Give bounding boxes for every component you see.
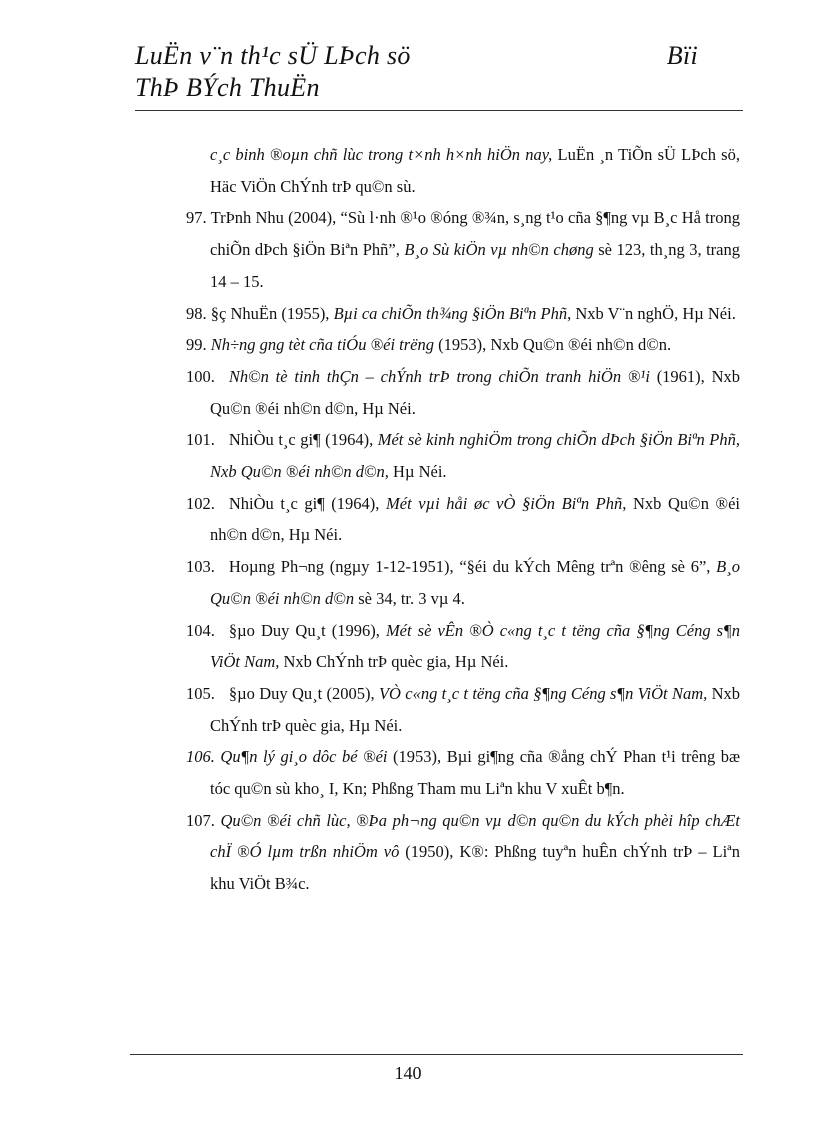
- reference-italic: Mét vµi håi øc vÒ §iÖn Biªn Phñ: [386, 493, 623, 513]
- reference-103: [186, 551, 740, 614]
- reference-number: 99.: [186, 335, 207, 355]
- reference-number: 106.: [186, 747, 215, 767]
- reference-tail: sè 34, tr. 3 vµ 4.: [354, 588, 465, 608]
- reference-text: §µo Duy Qu¸t (1996),: [228, 620, 386, 640]
- reference-number: 100.: [186, 366, 215, 386]
- reference-tail: , Nxb V¨n nghÖ, Hµ Néi.: [567, 303, 736, 323]
- reference-number: 103.: [186, 557, 215, 577]
- reference-number: 102.: [186, 493, 215, 513]
- header-divider: [135, 110, 743, 111]
- reference-italic: Nh©n tè tinh thÇn – chÝnh trÞ trong chiÕn tranh hiÖn ®¹i: [228, 366, 650, 386]
- header-title-left: LuËn v¨n th¹c sÜ LÞch sö: [135, 41, 411, 70]
- reference-italic: B¸o Qu©n ®éi nh©n d©n: [210, 557, 740, 608]
- reference-text: §µo Duy Qu¸t (2005),: [228, 683, 379, 703]
- reference-number: 101.: [186, 430, 215, 450]
- reference-107: [186, 805, 740, 900]
- reference-tail: LuËn ¸n TiÕn sÜ LÞch sö, Häc ViÖn ChÝnh trÞ qu©n sù.: [210, 145, 740, 196]
- reference-number: 98.: [186, 303, 207, 323]
- reference-list: [186, 139, 740, 900]
- reference-tail: (1953), Bµi gi¶ng cña ®ång chÝ Phan t¹i trêng bæ tóc qu©n sù kho¸ I, Kn; Phßng Tham mu Liªn khu V xuÊt b¶n.: [210, 747, 740, 799]
- reference-text: NhiÒu t¸c gi¶ (1964),: [228, 430, 378, 450]
- reference-italic: Nh÷ng gng tèt cña tiÓu ®éi trëng: [210, 335, 434, 355]
- reference-104: [186, 615, 740, 678]
- page-number: 140: [394, 1063, 422, 1083]
- reference-tail: Nxb ChÝnh trÞ quèc gia, Hµ Néi.: [210, 683, 740, 735]
- reference-text: TrÞnh Nhu (2004), “Sù l·nh ®¹o ®óng ®¾n, s¸ng t¹o cña §¶ng vµ B¸c Hå trong chiÕn dÞch §iÖn Biªn Phñ”,: [210, 208, 740, 260]
- reference-text: Hoµng Ph¬ng (ngµy 1-12-1951), “§éi du kÝch Mêng trªn ®êng sè 6”,: [228, 557, 717, 577]
- reference-italic: c¸c binh ®oµn chñ lùc trong t×nh h×nh hiÖn nay,: [210, 145, 553, 164]
- page-header: [135, 40, 743, 104]
- reference-96-continuation: [186, 139, 740, 202]
- reference-tail: (1961), Nxb Qu©n ®éi nh©n d©n, Hµ Néi.: [210, 366, 740, 418]
- reference-97: [186, 202, 740, 297]
- reference-tail: sè 123, th¸ng 3, trang 14 – 15.: [210, 240, 741, 291]
- reference-tail: Nxb ChÝnh trÞ quèc gia, Hµ Néi.: [279, 652, 509, 672]
- reference-italic: Bµi ca chiÕn th¾ng §iÖn Biªn Phñ: [333, 303, 568, 323]
- reference-italic: Mét sè vÊn ®Ò c«ng t¸c t tëng cña §¶ng Céng s¶n ViÖt Nam,: [210, 620, 740, 672]
- header-title-line2: ThÞ BÝch ThuËn: [135, 73, 320, 102]
- reference-number: 97.: [186, 208, 207, 228]
- reference-tail: (1953), Nxb Qu©n ®éi nh©n d©n.: [433, 335, 672, 355]
- reference-italic: Mét sè kinh nghiÖm trong chiÕn dÞch §iÖn Biªn Phñ, Nxb Qu©n ®éi nh©n d©n,: [210, 430, 740, 482]
- reference-tail: Hµ Néi.: [388, 462, 447, 482]
- reference-italic: B¸o Sù kiÖn vµ nh©n chøng: [404, 240, 594, 260]
- reference-italic: Qu©n ®éi chñ lùc, ®Þa ph¬ng qu©n vµ d©n qu©n du kÝch phèi hîp chÆt chÏ ®Ó lµm trßn nhiÖm vô: [210, 810, 741, 862]
- footer-divider: [130, 1054, 743, 1055]
- reference-tail: (1950), K®: Phßng tuyªn huÊn chÝnh trÞ – Liªn khu ViÖt B¾c.: [210, 842, 740, 894]
- reference-101: [186, 424, 740, 487]
- reference-number: 107.: [186, 810, 215, 830]
- reference-tail: , Nxb Qu©n ®éi nh©n d©n, Hµ Néi.: [210, 493, 740, 545]
- reference-text: NhiÒu t¸c gi¶ (1964),: [228, 493, 387, 513]
- reference-text: §ç NhuËn (1955),: [210, 303, 334, 323]
- reference-102: [186, 488, 740, 551]
- reference-100: [186, 361, 740, 424]
- reference-italic: VÒ c«ng t¸c t tëng cña §¶ng Céng s¶n ViÖt Nam,: [378, 683, 708, 703]
- header-title-right: Bïi: [666, 41, 698, 70]
- reference-106: [186, 741, 740, 804]
- reference-105: [186, 678, 740, 741]
- reference-98: [186, 298, 740, 330]
- header-line-1: [135, 40, 743, 72]
- reference-99: [186, 329, 740, 361]
- reference-number: 105.: [186, 683, 215, 703]
- reference-number: 104.: [186, 620, 215, 640]
- reference-italic: Qu¶n lý gi¸o dôc bé ®éi: [220, 747, 388, 767]
